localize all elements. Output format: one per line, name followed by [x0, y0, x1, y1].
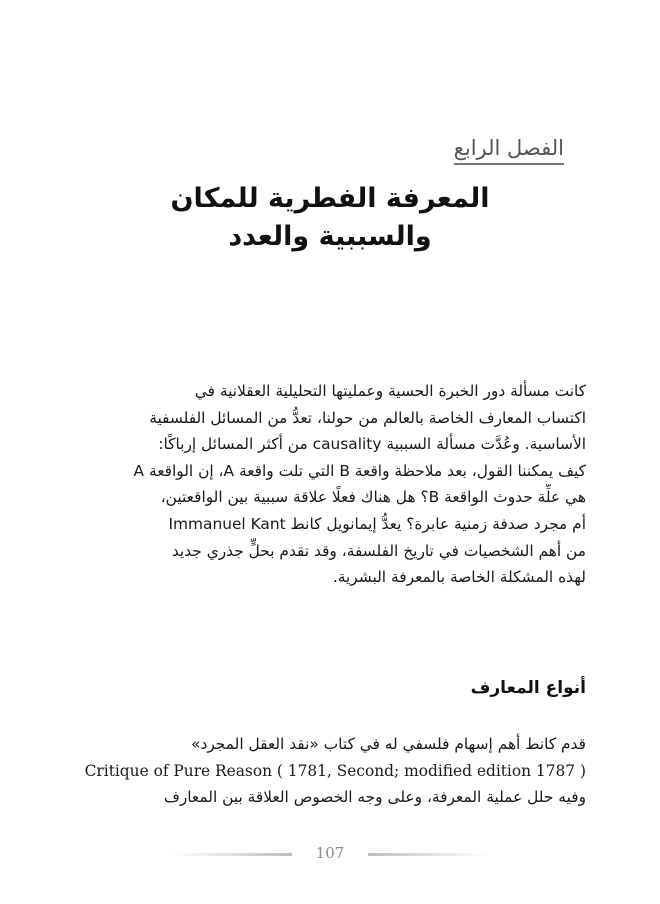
paragraph-line: وفيه حلل عملية المعرفة، وعلى وجه الخصوص العلاقة بين المعارف [163, 788, 586, 807]
page-number: 107 [315, 844, 345, 862]
chapter-title [60, 180, 600, 256]
paragraph-line: كانت مسألة دور الخبرة الحسية وعمليتها التحليلية العقلانية في [194, 382, 586, 400]
book-title-latin-line: Critique of Pure Reason ( 1781, Second; modified edition 1787 ) [84, 761, 586, 780]
chapter-title-line-2: والسببية والعدد [228, 221, 432, 252]
paragraph-line: الأساسية. وعُدَّت مسألة السببية causality من أكثر المسائل إرباكًا: [158, 435, 586, 454]
chapter-label: الفصل الرابع [454, 136, 564, 165]
paragraph-line: قدم كانط أهم إسهام فلسفي له في كتاب «نقد العقل المجرد» [191, 735, 586, 753]
paragraph-line: اكتساب المعارف الخاصة بالعالم من حولنا، تعدُّ من المسائل الفلسفية [149, 408, 586, 427]
chapter-title-line-1: المعرفة الفطرية للمكان [170, 183, 490, 214]
footer-rule-left [172, 853, 292, 856]
paragraph-line: هي علِّة حدوث الواقعة B؟ هل هناك فعلًا علاقة سببية بين الواقعتين، [160, 488, 586, 507]
paragraph-line: لهذه المشكلة الخاصة بالمعرفة البشرية. [332, 568, 586, 587]
page-footer [0, 842, 660, 866]
paragraph-line: أم مجرد صدفة زمنية عابرة؟ يعدُّ إيمانويل كانط Immanuel Kant [168, 514, 586, 533]
paragraph-line: من أهم الشخصيات في تاريخ الفلسفة، وقد تقدم بحلٍّ جذري جديد [171, 541, 586, 560]
paragraph-causality [74, 378, 586, 591]
paragraph-kant-critique [74, 731, 586, 811]
section-heading: أنواع المعارف [470, 678, 586, 698]
paragraph-line: كيف يمكننا القول، بعد ملاحظة واقعة B التي تلت واقعة A، إن الواقعة A [133, 461, 586, 480]
footer-rule-right [368, 853, 488, 856]
